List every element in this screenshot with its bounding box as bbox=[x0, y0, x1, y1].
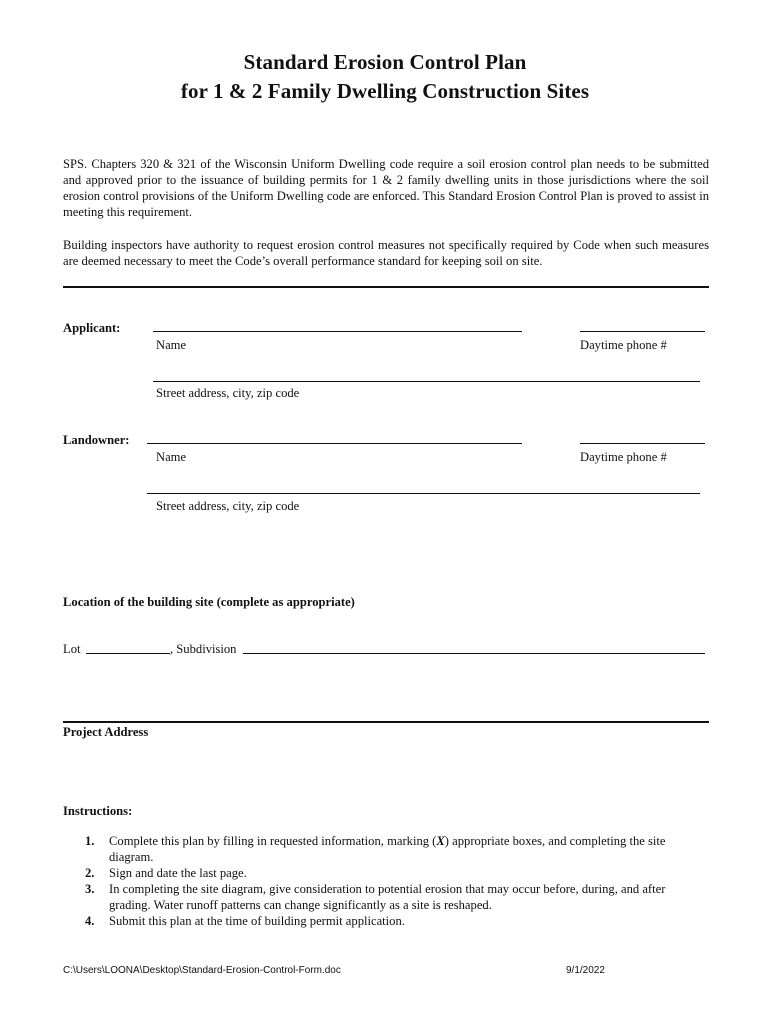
lot-field[interactable] bbox=[86, 653, 170, 654]
intro-paragraph-1: SPS. Chapters 320 & 321 of the Wisconsin Uniform Dwelling code require a soil erosion control plan needs to be submitted and approved prior to the issuance of building permits for 1 & 2 family dwelling units in those jurisdictions where the soil erosion control provisions of the Uniform Dwelling code are enforced. This Standard Erosion Control Plan is proved to assist in meeting this requirement. bbox=[63, 157, 709, 219]
title-line-1: Standard Erosion Control Plan bbox=[243, 50, 527, 74]
instruction-number: 3. bbox=[85, 882, 95, 896]
instruction-number: 4. bbox=[85, 914, 95, 928]
x-mark: X bbox=[436, 834, 445, 848]
instructions-list bbox=[63, 833, 709, 929]
landowner-address-caption: Street address, city, zip code bbox=[156, 499, 300, 513]
subdivision-field[interactable] bbox=[243, 653, 705, 654]
intro-paragraph-2: Building inspectors have authority to request erosion control measures not specifically required by Code when such measures are deemed necessary to meet the Code’s overall performance standard for keeping soil on site. bbox=[63, 238, 709, 268]
title-line-2: for 1 & 2 Family Dwelling Construction Sites bbox=[180, 79, 590, 103]
instruction-item: 2. Sign and date the last page. bbox=[85, 866, 247, 880]
instruction-number: 2. bbox=[85, 866, 95, 880]
applicant-phone-caption: Daytime phone # bbox=[580, 338, 667, 352]
project-address-heading: Project Address bbox=[63, 725, 149, 739]
instruction-number: 1. bbox=[85, 834, 95, 848]
landowner-label: Landowner: bbox=[63, 433, 130, 447]
applicant-label: Applicant: bbox=[63, 321, 121, 335]
landowner-name-caption: Name bbox=[156, 450, 187, 464]
applicant-name-field[interactable] bbox=[153, 331, 522, 332]
lot-label: Lot bbox=[63, 642, 81, 656]
instruction-item: 1. Complete this plan by filling in requested information, marking (X) appropriate boxes, and completing the site diagram. bbox=[85, 834, 666, 864]
applicant-address-caption: Street address, city, zip code bbox=[156, 386, 300, 400]
section-divider bbox=[63, 286, 709, 288]
landowner-address-field[interactable] bbox=[147, 493, 700, 494]
footer-file-path: C:\Users\LOONA\Desktop\Standard-Erosion-Control-Form.doc bbox=[63, 965, 341, 976]
landowner-phone-caption: Daytime phone # bbox=[580, 450, 667, 464]
instruction-item: 4. Submit this plan at the time of building permit application. bbox=[85, 914, 405, 928]
landowner-phone-field[interactable] bbox=[580, 443, 705, 444]
footer-date: 9/1/2022 bbox=[566, 965, 605, 976]
applicant-address-field[interactable] bbox=[153, 381, 700, 382]
location-heading: Location of the building site (complete as appropriate) bbox=[63, 595, 355, 609]
applicant-phone-field[interactable] bbox=[580, 331, 705, 332]
applicant-name-caption: Name bbox=[156, 338, 187, 352]
instructions-heading: Instructions: bbox=[63, 804, 133, 818]
subdivision-label: , Subdivision bbox=[170, 642, 237, 656]
project-divider bbox=[63, 721, 709, 723]
instruction-item: 3. In completing the site diagram, give consideration to potential erosion that may occur before, during, and after grading. Water runoff patterns can change significantly as a site is reshaped. bbox=[85, 882, 666, 912]
landowner-name-field[interactable] bbox=[147, 443, 522, 444]
